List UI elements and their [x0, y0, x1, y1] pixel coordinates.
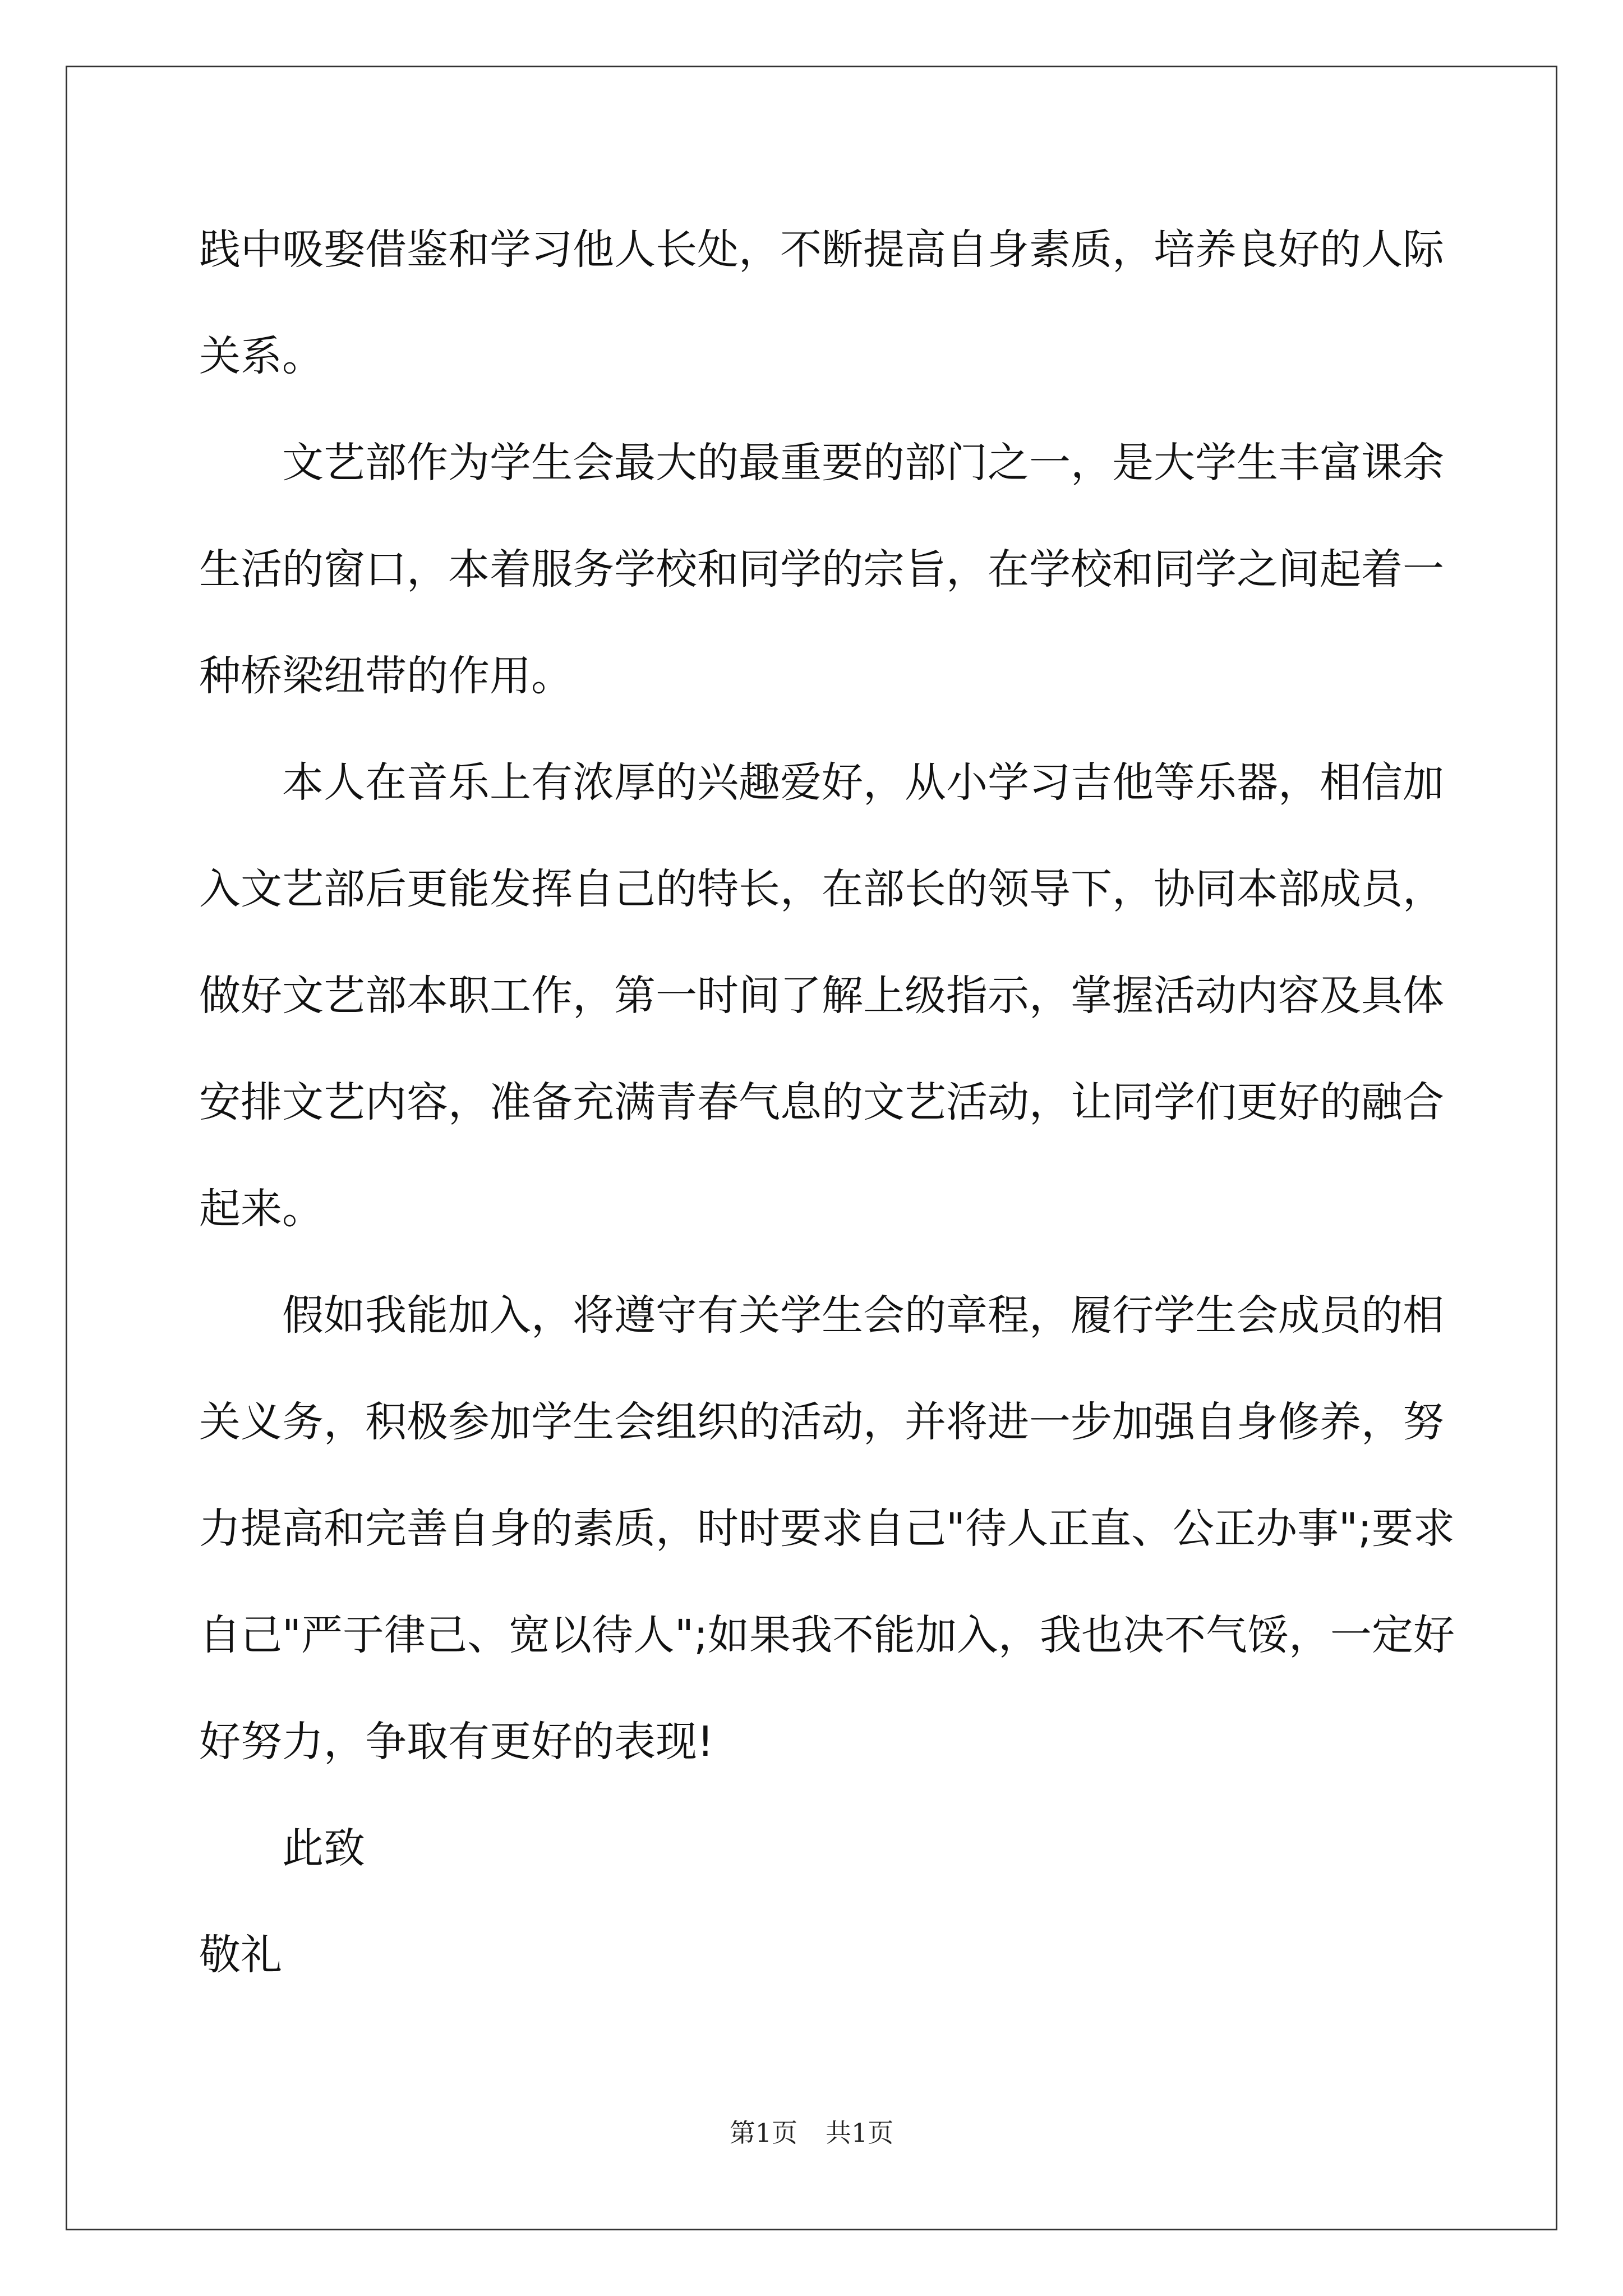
text-line: 种桥梁纽带的作用。: [199, 652, 573, 700]
text-line: 起来。: [199, 1185, 324, 1233]
page-number-current: 第1页: [729, 2118, 797, 2148]
text-line: 文艺部作为学生会最大的最重要的部门之一，是大学生丰富课余: [282, 439, 1444, 487]
text-line: 践中吸娶借鉴和学习他人长处，不断提高自身素质，培养良好的人际: [199, 226, 1444, 274]
closing-regards: 敬礼: [199, 1931, 282, 1979]
text-line: 本人在音乐上有浓厚的兴趣爱好，从小学习吉他等乐器，相信加: [282, 758, 1444, 807]
text-line: 做好文艺部本职工作，第一时间了解上级指示，掌握活动内容及具体: [199, 972, 1444, 1020]
document-body: [199, 196, 1455, 2008]
text-line: 力提高和完善自身的素质，时时要求自己"待人正直、公正办事";要求: [199, 1504, 1455, 1553]
text-line: 自己"严于律己、宽以待人";如果我不能加入，我也决不气馁，一定好: [199, 1611, 1455, 1659]
text-line: 假如我能加入，将遵守有关学生会的章程，履行学生会成员的相: [282, 1291, 1444, 1340]
page-footer: [0, 2116, 1623, 2150]
text-line: 关系。: [199, 332, 324, 380]
text-line: 入文艺部后更能发挥自己的特长，在部长的领导下，协同本部成员，: [199, 865, 1444, 913]
closing-salutation: 此致: [282, 1824, 365, 1872]
text-line: 安排文艺内容，准备充满青春气息的文艺活动，让同学们更好的融合: [199, 1078, 1444, 1126]
text-line: 好努力，争取有更好的表现!: [199, 1718, 714, 1766]
page-number-total: 共1页: [826, 2118, 894, 2148]
text-line: 关义务，积极参加学生会组织的活动，并将进一步加强自身修养，努: [199, 1398, 1444, 1446]
text-line: 生活的窗口，本着服务学校和同学的宗旨，在学校和同学之间起着一: [199, 545, 1444, 593]
